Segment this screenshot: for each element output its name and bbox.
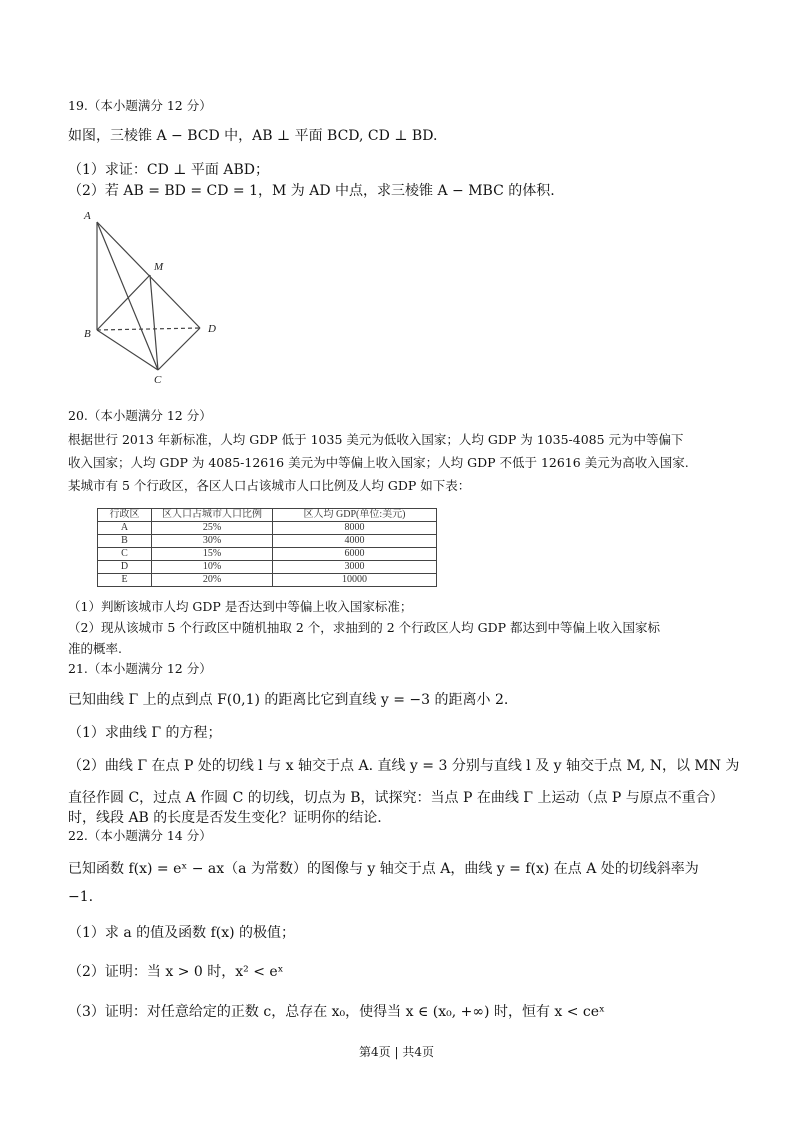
q21-part2: （2）曲线 Γ 在点 P 处的切线 l 与 x 轴交于点 A. 直线 y = 3 分别与直线 l 及 y 轴交于点 M, N，以 MN 为	[68, 758, 740, 774]
gdp-table	[97, 508, 437, 587]
q20-part1: （1）判断该城市人均 GDP 是否达到中等偏上收入国家标准；	[68, 599, 413, 614]
label-d: D	[208, 323, 216, 335]
page-footer: 第4页 | 共4页	[359, 1045, 434, 1059]
q19-part2: （2）若 AB = BD = CD = 1，M 为 AD 中点，求三棱锥 A − MBC 的体积.	[68, 183, 555, 199]
q21-header: 21.（本小题满分 12 分）	[68, 661, 212, 676]
tetrahedron-figure	[78, 205, 238, 385]
q21-part2-cont: 时，线段 AB 的长度是否发生变化？证明你的结论.	[68, 810, 382, 826]
label-b: B	[84, 328, 91, 340]
q21-part2-cont: 直径作圆 C，过点 A 作圆 C 的切线，切点为 B，试探究：当点 P 在曲线 Γ 上运动（点 P 与原点不重合）	[68, 790, 724, 806]
q19-stem: 如图，三棱锥 A − BCD 中，AB ⊥ 平面 BCD, CD ⊥ BD.	[68, 128, 438, 144]
q22-stem: 已知函数 f(x) = eˣ − ax（a 为常数）的图像与 y 轴交于点 A，曲线 y = f(x) 在点 A 处的切线斜率为	[68, 861, 699, 877]
q19-header: 19.（本小题满分 12 分）	[68, 98, 212, 113]
q22-part1: （1）求 a 的值及函数 f(x) 的极值；	[68, 925, 296, 941]
table-row: D 10% 3000	[98, 561, 437, 574]
table-row: A 25% 8000	[98, 522, 437, 535]
label-m: M	[154, 261, 164, 273]
q22-header: 22.（本小题满分 14 分）	[68, 828, 212, 843]
table-row: B 30% 4000	[98, 535, 437, 548]
q22-part3: （3）证明：对任意给定的正数 c，总存在 x₀，使得当 x ∈ (x₀, +∞) 时，恒有 x < ceˣ	[68, 1004, 605, 1020]
label-a: A	[84, 210, 91, 222]
label-c: C	[154, 374, 162, 385]
q20-header: 20.（本小题满分 12 分）	[68, 408, 212, 423]
table-row: E 20% 10000	[98, 574, 437, 587]
q20-line: 收入国家；人均 GDP 为 4085-12616 美元为中等偏上收入国家；人均 GDP 不低于 12616 美元为高收入国家.	[68, 455, 689, 470]
q20-part2: （2）现从该城市 5 个行政区中随机抽取 2 个，求抽到的 2 个行政区人均 GDP 都达到中等偏上收入国家标	[68, 620, 661, 635]
q20-line: 根据世行 2013 年新标准，人均 GDP 低于 1035 美元为低收入国家；人均 GDP 为 1035-4085 元为中等偏下	[68, 432, 684, 447]
table-header-row: 行政区 区人口占城市人口比例 区人均 GDP(单位:美元)	[98, 509, 437, 522]
q20-line: 某城市有 5 个行政区，各区人口占该城市人口比例及人均 GDP 如下表：	[68, 478, 471, 493]
table-row: C 15% 6000	[98, 548, 437, 561]
q22-part2: （2）证明：当 x > 0 时，x² < eˣ	[68, 964, 284, 980]
q20-part2-cont: 准的概率.	[68, 641, 122, 656]
q22-stem-cont: −1.	[68, 889, 94, 905]
q21-part1: （1）求曲线 Γ 的方程；	[68, 725, 222, 741]
q19-part1: （1）求证：CD ⊥ 平面 ABD；	[68, 162, 269, 178]
q21-stem: 已知曲线 Γ 上的点到点 F(0,1) 的距离比它到直线 y = −3 的距离小 2.	[68, 692, 509, 708]
